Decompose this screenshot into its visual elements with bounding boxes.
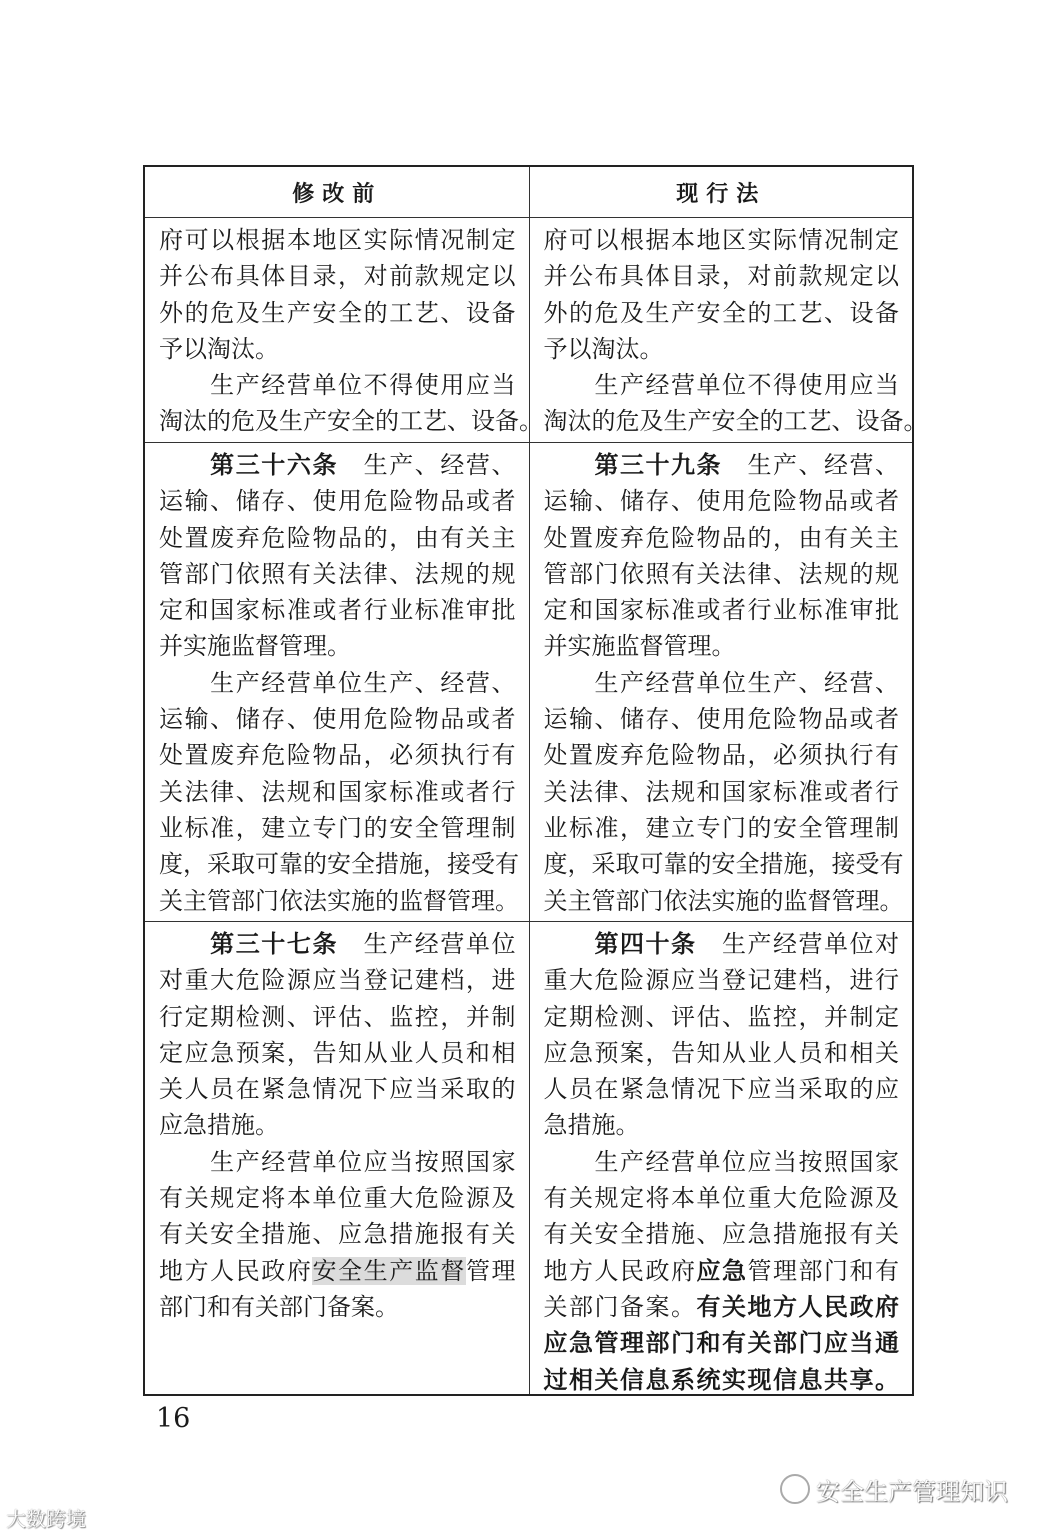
text-line [544,447,900,483]
text-segment: 处置废弃危险物品，必须执行有 [159,741,516,770]
text-line [544,367,900,403]
text-segment: 度，采取可靠的安全措施，接受有 [159,850,519,879]
text-segment: 管理部门和有 [747,1256,899,1285]
text-segment: 生产经营单位生产、经营、 [543,668,899,697]
text-segment: 并公布具体目录，对前款规定以 [543,262,899,291]
text-line [544,1180,900,1216]
text-line [544,774,900,810]
text-line [159,403,543,439]
text-line [159,926,516,962]
text-line [543,846,904,882]
table-header-row [145,167,912,217]
text-line [544,962,900,998]
text-segment: 生产经营单位应当按照国家 [159,1147,516,1176]
bold-text: 过相关信息系统实现信息共享。 [543,1365,899,1394]
text-segment: 处置废弃危险物品的，由有关主 [159,523,516,552]
text-segment: 并实施监督管理。 [159,632,351,661]
text-segment: 生产经营单位不得使用应当 [543,371,899,400]
text-line [544,222,900,258]
text-segment: 运输、储存、使用危险物品或者 [159,705,516,734]
text-segment: 有关规定将本单位重大危险源及 [159,1184,516,1213]
text-segment: 业标准，建立专门的安全管理制 [543,813,899,842]
text-segment: 关人员在紧急情况下应当采取的 [159,1075,516,1104]
text-segment: 管部门依照有关法律、法规的规 [543,559,899,588]
text-line [159,222,516,258]
text-line [159,701,516,737]
text-segment: 有关规定将本单位重大危险源及 [543,1184,899,1213]
text-line [159,774,516,810]
text-line [159,1289,516,1325]
text-line [159,846,519,882]
bold-text: 第三十六条 [210,451,339,479]
text-line [159,1180,516,1216]
text-segment: 部门和有关部门备案。 [159,1292,399,1321]
text-segment: 生产经营单位生产、经营、 [159,668,516,697]
text-segment: 并公布具体目录，对前款规定以 [159,262,516,291]
text-segment: 生产经营单位对 [696,930,899,958]
text-segment: 应急措施。 [159,1111,279,1140]
text-segment: 关主管部门依法实施的监督管理。 [159,886,519,915]
text-segment: 运输、储存、使用危险物品或者 [159,487,516,516]
text-segment: 外的危及生产安全的工艺、设备 [159,298,516,327]
before-amendment-cell [145,922,529,1394]
text-line [544,1253,900,1289]
text-line [543,883,904,919]
text-segment: 定和国家标准或者行业标准审批 [543,596,899,625]
text-line [544,665,900,701]
text-segment: 定期检测、评估、监控，并制定 [543,1002,899,1031]
text-line [544,999,900,1035]
text-line [544,737,900,773]
text-line [159,999,516,1035]
header-current-law: 现行法 [529,167,913,217]
text-segment: 生产、经营、 [722,451,899,479]
text-line [543,403,928,439]
text-line [544,520,900,556]
text-line [544,1216,900,1252]
text-segment: 管理 [465,1256,516,1285]
bold-text: 第四十条 [594,930,697,958]
text-segment [159,451,210,479]
before-amendment-cell [145,443,529,921]
text-line [544,628,900,664]
text-segment: 淘汰的危及生产安全的工艺、设备。 [543,407,928,436]
text-line [159,258,516,294]
text-segment: 对重大危险源应当登记建档，进 [159,966,516,995]
table-row [145,921,912,1394]
bold-text: 应急管理部门和有关部门应当通 [543,1329,899,1358]
text-segment [159,930,210,958]
text-line [159,883,519,919]
bold-text: 第三十七条 [210,930,339,958]
text-line [159,1216,516,1252]
text-line [544,556,900,592]
text-line [544,483,900,519]
page-number: 16 [156,1403,191,1434]
text-line [544,1035,900,1071]
text-segment: 有关安全措施、应急措施报有关 [543,1220,899,1249]
header-before-amendment: 修改前 [292,181,383,207]
text-segment: 应急预案，告知从业人员和相关 [543,1038,899,1067]
text-segment: 人员在紧急情况下应当采取的应 [543,1075,899,1104]
text-line [159,520,516,556]
text-segment: 地方人民政府 [159,1256,313,1285]
text-segment: 予以淘汰。 [543,334,664,363]
text-line [159,556,516,592]
text-segment: 生产经营单位不得使用应当 [159,371,516,400]
text-segment: 关主管部门依法实施的监督管理。 [543,886,904,915]
text-segment: 生产经营单位 [338,930,516,958]
text-segment: 地方人民政府 [543,1256,697,1285]
text-line [159,1253,516,1289]
text-line [159,331,516,367]
wechat-icon [780,1474,810,1504]
text-line [159,367,516,403]
text-line [544,701,900,737]
text-line [159,1035,516,1071]
text-line [544,1289,900,1325]
text-segment: 行定期检测、评估、监控，并制 [159,1002,516,1031]
text-line [159,592,516,628]
text-segment: 生产经营单位应当按照国家 [543,1147,899,1176]
text-segment: 府可以根据本地区实际情况制定 [159,226,516,254]
bold-text: 第三十九条 [594,451,722,479]
text-segment: 府可以根据本地区实际情况制定 [543,226,899,254]
text-segment: 处置废弃危险物品，必须执行有 [543,741,899,770]
text-segment: 管部门依照有关法律、法规的规 [159,559,516,588]
text-line [159,810,516,846]
text-line [544,1144,900,1180]
table-row [145,217,928,442]
highlighted-text: 安全生产监督 [312,1256,466,1285]
text-line [544,295,900,331]
text-line [159,1107,516,1143]
current-law-cell [529,922,913,1394]
text-segment: 淘汰的危及生产安全的工艺、设备。 [159,407,543,436]
text-segment: 有关安全措施、应急措施报有关 [159,1220,516,1249]
text-segment: 重大危险源应当登记建档，进行 [543,966,899,995]
wechat-watermark [780,1472,1008,1507]
text-segment: 关法律、法规和国家标准或者行 [159,777,516,806]
text-line [159,483,516,519]
text-segment: 运输、储存、使用危险物品或者 [543,487,899,516]
before-amendment-cell [145,218,543,442]
text-line [544,258,900,294]
text-segment: 运输、储存、使用危险物品或者 [543,705,899,734]
bold-text: 应急 [696,1256,748,1285]
wechat-account-name: 安全生产管理知识 [816,1478,1008,1506]
text-segment: 急措施。 [543,1111,640,1140]
bold-text: 有关地方人民政府 [696,1292,899,1321]
text-line [544,1071,900,1107]
text-segment: 处置废弃危险物品的，由有关主 [543,523,899,552]
text-line [544,592,900,628]
text-line [159,737,516,773]
text-segment [544,451,595,479]
text-line [544,926,900,962]
text-line [159,1144,516,1180]
brand-watermark: 大数跨境 [6,1507,86,1531]
text-line [159,295,516,331]
text-line [544,1362,900,1398]
text-segment: 生产、经营、 [338,451,516,479]
comparison-table [143,165,928,1396]
text-line [159,447,516,483]
text-segment: 关法律、法规和国家标准或者行 [543,777,899,806]
text-line [159,1071,516,1107]
text-line [544,1325,900,1361]
text-segment: 关部门备案。 [543,1292,697,1321]
text-segment: 业标准，建立专门的安全管理制 [159,813,516,842]
text-line [544,1107,900,1143]
text-segment: 定应急预案，告知从业人员和相 [159,1038,516,1067]
current-law-cell [529,443,913,921]
table-row [145,442,912,921]
text-segment: 度，采取可靠的安全措施，接受有 [543,850,904,879]
text-line [159,962,516,998]
text-segment: 定和国家标准或者行业标准审批 [159,596,516,625]
text-segment: 予以淘汰。 [159,334,279,363]
text-line [159,628,516,664]
text-segment: 并实施监督管理。 [543,632,736,661]
text-line [159,665,516,701]
current-law-cell [529,218,928,442]
text-line [544,810,900,846]
text-segment [544,930,595,958]
text-segment: 外的危及生产安全的工艺、设备 [543,298,899,327]
text-line [544,331,900,367]
